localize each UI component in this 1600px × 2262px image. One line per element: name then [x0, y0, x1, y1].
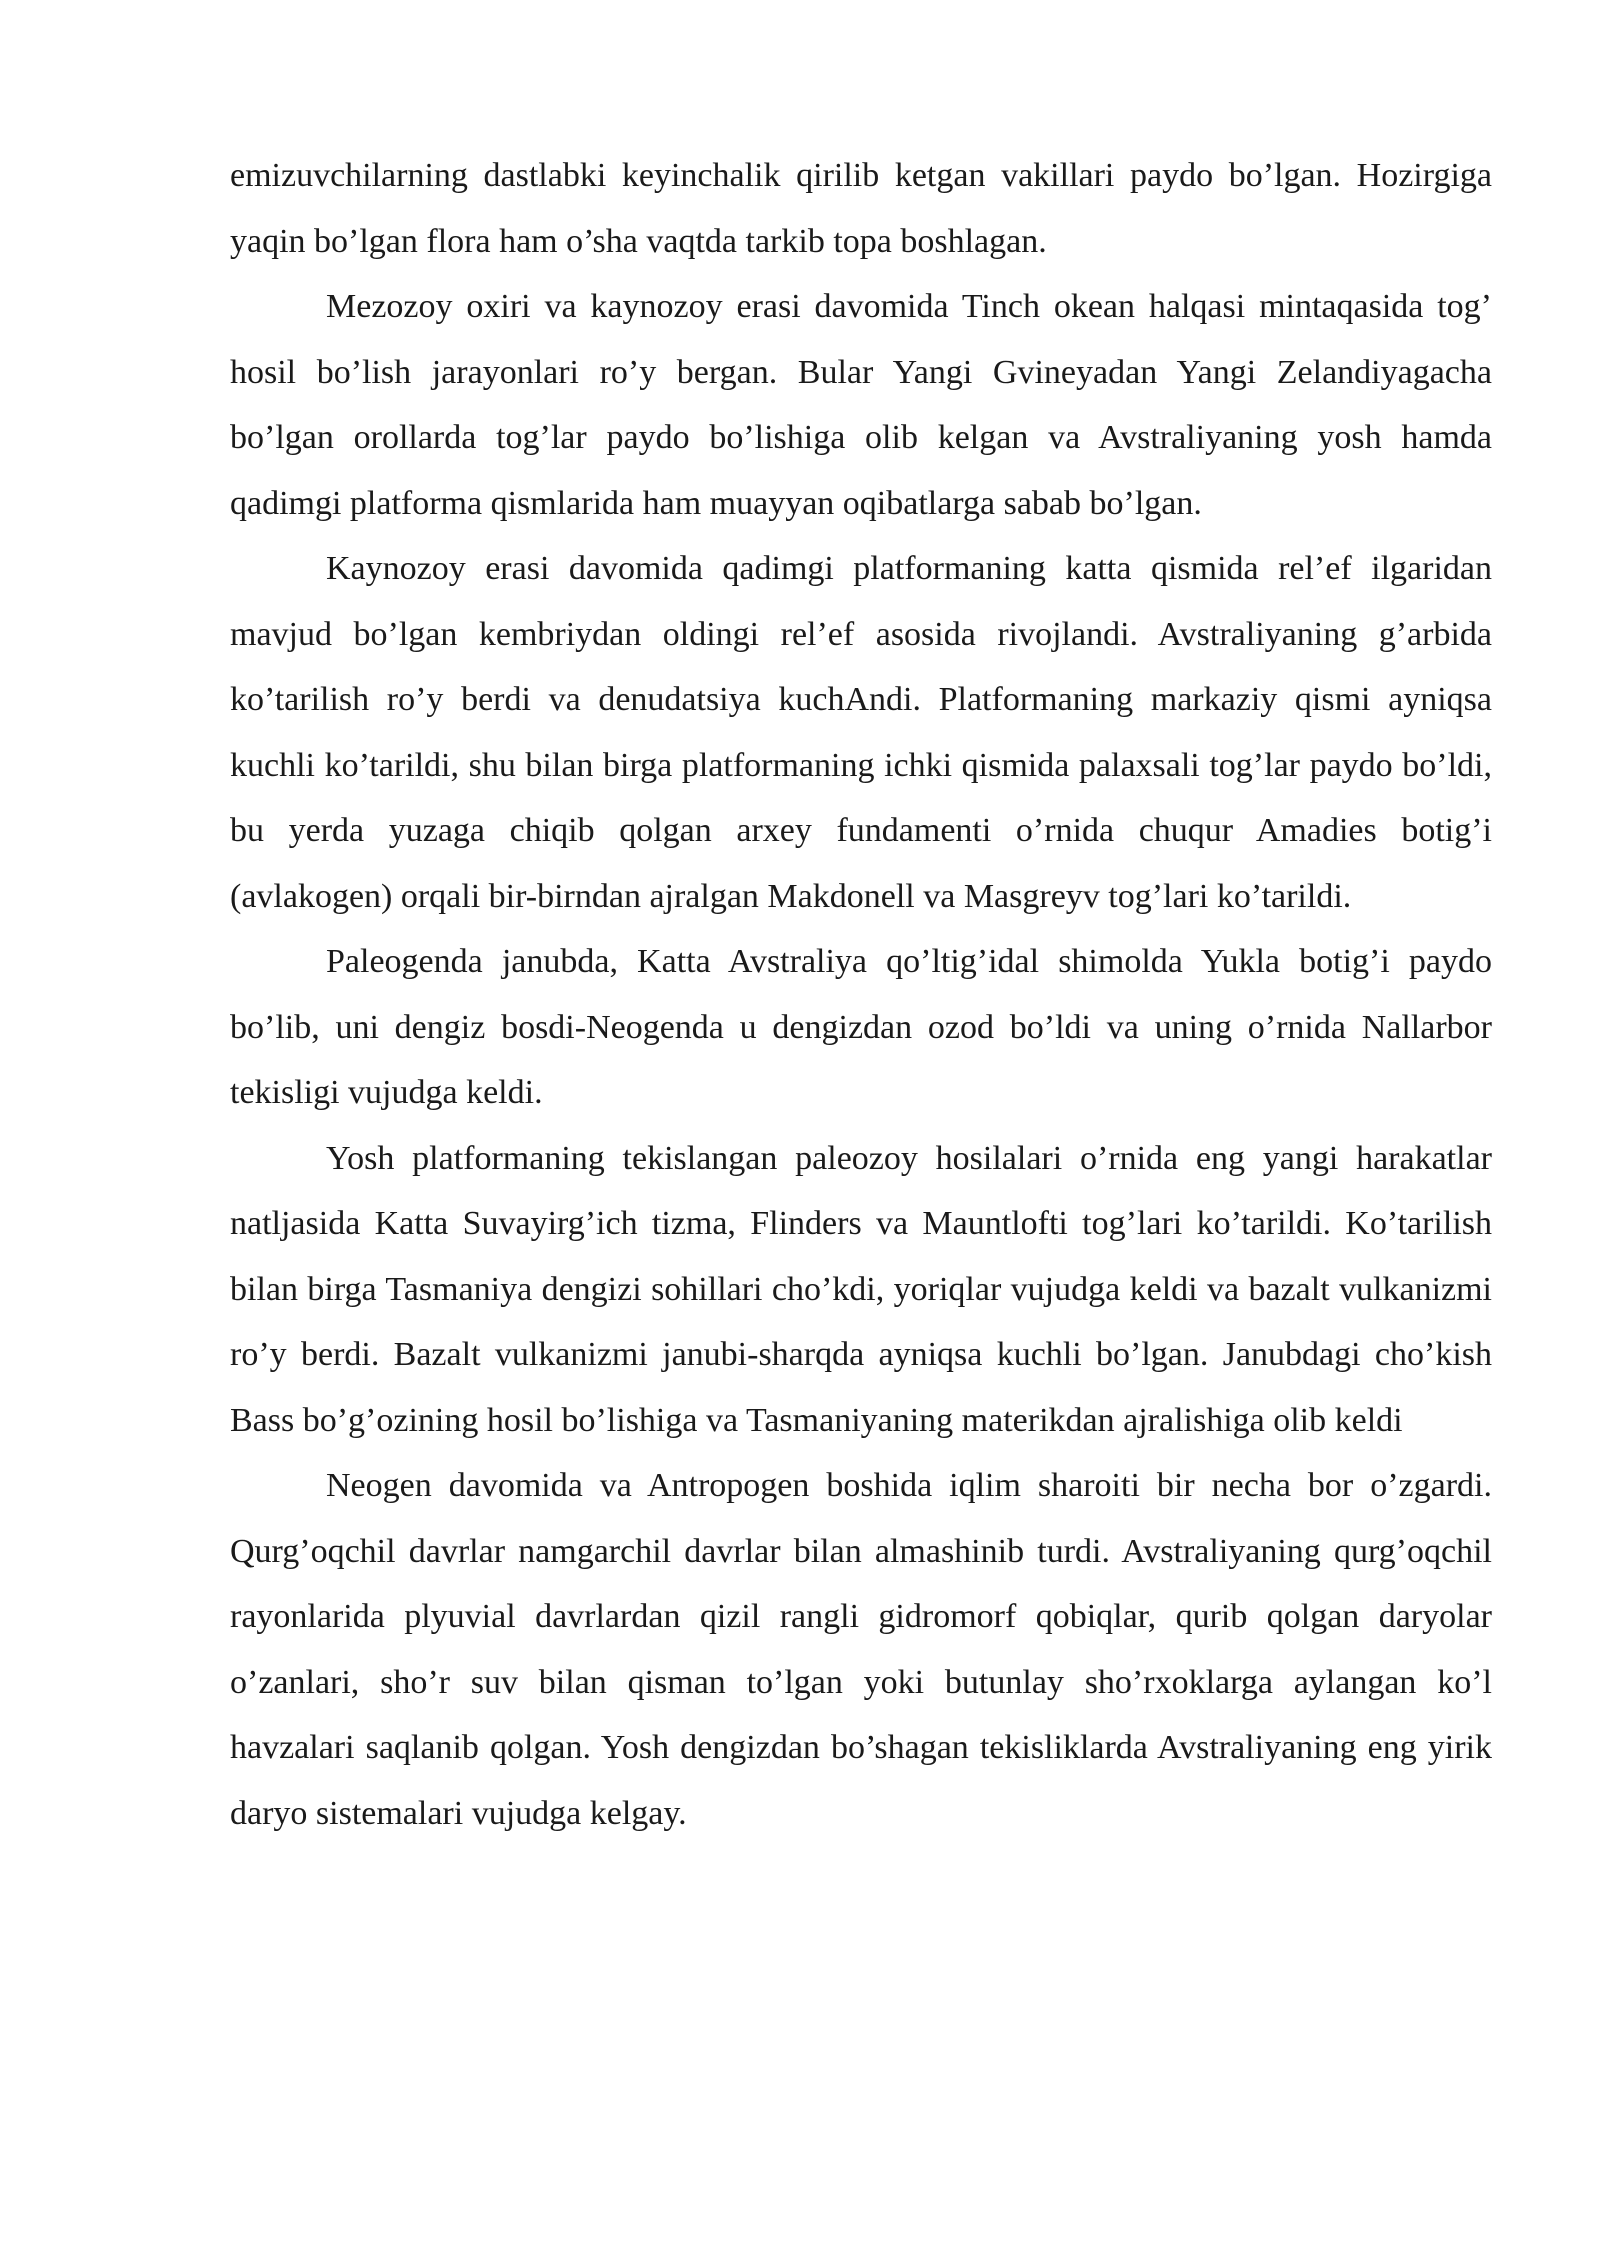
paragraph-5: Yosh platformaning tekislangan paleozoy hosilalari o’rnida eng yangi harakatlar natljasida Katta Suvayirg’ich tizma, Flinders va Mauntlofti tog’lari ko’tarildi. Ko’tarilish bilan birga Tasmaniya dengizi sohillari cho’kdi, yoriqlar vujudga keldi va bazalt vulkanizmi ro’y berdi. Bazalt vulkanizmi janubi-sharqda ayniqsa kuchli bo’lgan. Janubdagi cho’kish Bass bo’g’ozining hosil bo’lishiga va Tasmaniyaning materikdan ajralishiga olib keldi — [230, 1139, 1492, 1439]
paragraph-3: Kaynozoy erasi davomida qadimgi platformaning katta qismida rel’ef ilgaridan mavjud bo’lgan kembriydan oldingi rel’ef asosida rivojlandi. Avstraliyaning g’arbida ko’tarilish ro’y berdi va denudatsiya kuchAndi. Platformaning markaziy qismi ayniqsa kuchli ko’tarildi, shu bilan birga platformaning ichki qismida palaxsali tog’lar paydo bo’ldi, bu yerda yuzaga chiqib qolgan arxey fundamenti o’rnida chuqur Amadies botig’i (avlakogen) orqali bir-birndan ajralgan Makdonell va Masgreyv tog’lari ko’tarildi. — [230, 550, 1492, 915]
paragraph-1: emizuvchilarning dastlabki keyinchalik qirilib ketgan vakillari paydo bo’lgan. Hozirgiga yaqin bo’lgan flora ham o’sha vaqtda tarkib topa boshlagan. — [230, 157, 1492, 260]
paragraph-2: Mezozoy oxiri va kaynozoy erasi davomida Tinch okean halqasi mintaqasida tog’ hosil bo’lish jarayonlari ro’y bergan. Bular Yangi Gvineyadan Yangi Zelandiyagacha bo’lgan orollarda tog’lar paydo bo’lishiga olib kelgan va Avstraliyaning yosh hamda qadimgi platforma qismlarida ham muayyan oqibatlarga sabab bo’lgan. — [230, 288, 1492, 522]
paragraph-4: Paleogenda janubda, Katta Avstraliya qo’ltig’idal shimolda Yukla botig’i paydo bo’lib, uni dengiz bosdi-Neogenda u dengizdan ozod bo’ldi va uning o’rnida Nallarbor tekisligi vujudga keldi. — [230, 943, 1492, 1111]
paragraph-6: Neogen davomida va Antropogen boshida iqlim sharoiti bir necha bor o’zgardi. Qurg’oqchil davrlar namgarchil davrlar bilan almashinib turdi. Avstraliyaning qurg’oqchil rayonlarida plyuvial davrlardan qizil rangli gidromorf qobiqlar, qurib qolgan daryolar o’zanlari, sho’r suv bilan qisman to’lgan yoki butunlay sho’rxoklarga aylangan ko’l havzalari saqlanib qolgan. Yosh dengizdan bo’shagan tekisliklarda Avstraliyaning eng yirik daryo sistemalari vujudga kelgay. — [230, 1467, 1492, 1832]
document-page — [230, 143, 1492, 1846]
